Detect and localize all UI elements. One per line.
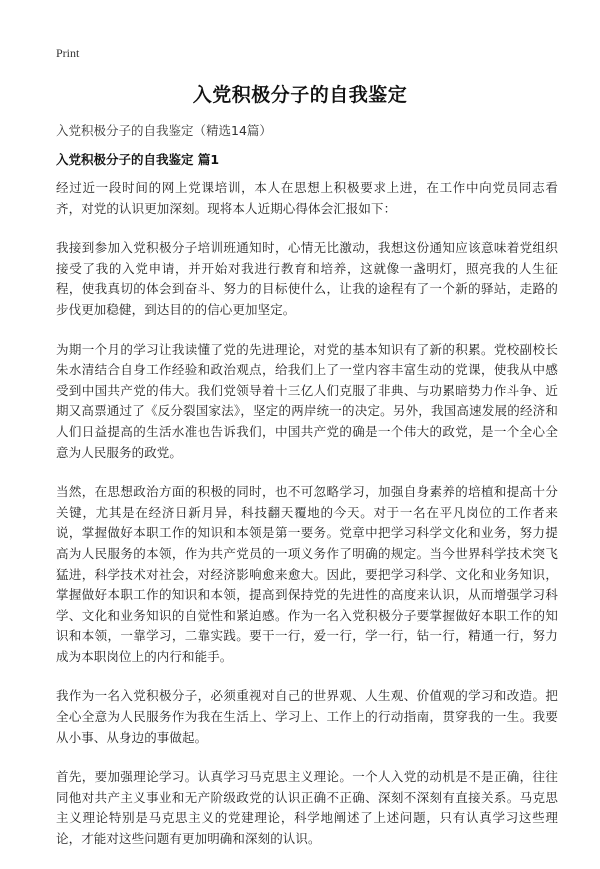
paragraph: 我接到参加入党积极分子培训班通知时，心情无比激动，我想这份通知应该意味着党组织接受了我的入党申请，并开始对我进行教育和培养，这就像一盏明灯，照亮我的人生征程，使我真切的体会到奋斗、努力的目标使什么，让我的途程有了一个新的驿站，走路的步伐更加稳健，到达目的的信心更加坚定。	[56, 240, 558, 317]
document-title: 入党积极分子的自我鉴定	[192, 84, 408, 106]
print-link[interactable]: Print	[56, 46, 80, 60]
document-body	[56, 178, 558, 869]
document-subtitle: 入党积极分子的自我鉴定（精选14篇）	[56, 123, 272, 138]
paragraph: 首先，要加强理论学习。认真学习马克思主义理论。一个人入党的动机是不是正确，往往同他对共产主义事业和无产阶级政党的认识正确不正确、深刻不深刻有直接关系。马克思主义理论特别是马克思主义的党建理论，科学地阐述了上述问题，只有认真学习这些理论，才能对这些问题有更加明确和深刻的认识。	[56, 769, 558, 847]
section-heading: 入党积极分子的自我鉴定 篇1	[56, 152, 220, 167]
paragraph: 我作为一名入党积极分子，必须重视对自己的世界观、人生观、价值观的学习和改造。把全心全意为人民服务作为我在生活上、学习上、工作上的行动指南，贯穿我的一生。我要从小事、从身边的事做起。	[56, 688, 558, 745]
paragraph: 经过近一段时间的网上党课培训，本人在思想上积极要求上进，在工作中向党员同志看齐，对党的认识更加深刻。现将本人近期心得体会汇报如下：	[56, 180, 558, 216]
paragraph: 当然，在思想政治方面的积极的同时，也不可忽略学习，加强自身素养的培植和提高十分关键，尤其是在经济日新月异，科技翻天覆地的今天。对于一名在平凡岗位的工作者来说，掌握做好本职工作的知识和本领是第一要务。党章中把学习科学文化和业务，努力提高为人民服务的本领，作为共产党员的一项义务作了明确的规定。当今世界科学技术突飞猛进，科学技术对社会，对经济影响愈来愈大。因此，要把学习科学、文化和业务知识，掌握做好本职工作的知识和本领，提高到保持党的先进性的高度来认识，从而增强学习科学、文化和业务知识的自觉性和紧迫感。作为一名入党积极分子要掌握做好本职工作的知识和本领，一靠学习，二靠实践。要干一行，爱一行，学一行，钻一行，精通一行，努力成为本职岗位上的内行和能手。	[56, 484, 558, 664]
paragraph: 为期一个月的学习让我读懂了党的先进理论，对党的基本知识有了新的积累。党校副校长朱水清结合自身工作经验和政治观点，给我们上了一堂内容丰富生动的党课，使我从中感受到中国共产党的伟大。我们党领导着十三亿人们克服了非典、与功累暗势力作斗争、近期又高票通过了《反分裂国家法》，坚定的两岸统一的决定。另外，我国高速发展的经济和人们日益提高的生活水准也告诉我们，中国共产党的确是一个伟大的政党，是一个全心全意为人民服务的政党。	[56, 341, 558, 460]
